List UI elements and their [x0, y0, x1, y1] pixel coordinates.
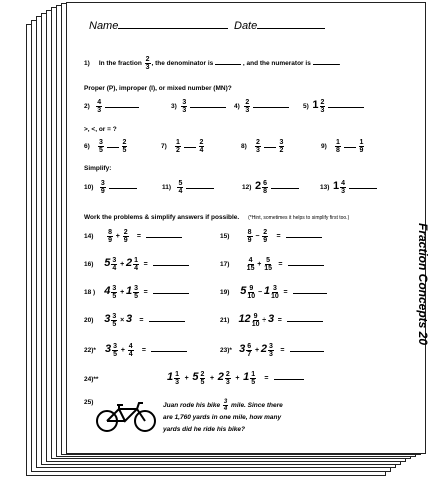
answer-blank[interactable]	[186, 188, 214, 189]
answer-blank[interactable]	[344, 147, 356, 148]
answer-blank[interactable]	[349, 188, 377, 189]
date-field[interactable]	[234, 20, 325, 32]
simplify-heading: Simplify:	[84, 165, 112, 172]
problem-20: 20) 3 $\frac{3}{5}$ × 3 =	[84, 313, 185, 328]
answer-blank[interactable]	[149, 321, 185, 322]
proper-heading: Proper (P), improper (I), or mixed number (MN)?	[84, 85, 232, 92]
answer-blank[interactable]	[293, 293, 327, 294]
problem-24: 1 $\frac{1}{3}$ + 5 $\frac{2}{5}$ + 2 $\frac{2}{3}$ + 1 $\frac{1}{5}$ =	[167, 371, 304, 386]
answer-blank[interactable]	[146, 237, 182, 238]
answer-blank[interactable]	[274, 379, 304, 380]
worksheet-title: Fraction Concepts 20	[416, 222, 430, 346]
problem-15: 15) $\frac{8}{9}$ − $\frac{2}{9}$ =	[220, 229, 322, 244]
problem-19: 19) 5 $\frac{9}{10}$ − 1 $\frac{3}{10}$ =	[220, 285, 327, 300]
problem-24-label: 24)**	[84, 376, 99, 383]
worksheet-page	[66, 2, 430, 454]
answer-blank[interactable]	[107, 147, 119, 148]
answer-blank[interactable]	[109, 188, 137, 189]
simplify-item-10: 10) $\frac{3}{9}$	[84, 180, 137, 195]
answer-blank[interactable]	[286, 237, 322, 238]
date-label: Date	[234, 20, 258, 32]
name-field[interactable]	[89, 20, 228, 32]
answer-blank[interactable]	[288, 265, 324, 266]
answer-blank[interactable]	[184, 147, 196, 148]
problem-25-text: Juan rode his bike $\frac{3}{4}$ mile. Since there are 1,760 yards in one mile, how many yards did he ride his bike?	[163, 399, 283, 434]
answer-blank[interactable]	[153, 293, 189, 294]
answer-blank[interactable]	[290, 351, 324, 352]
compare-heading: >, <, or = ?	[84, 126, 117, 133]
fraction: $\frac{2}{3}$	[145, 56, 150, 71]
simplify-item-12: 12) 2 $\frac{6}{8}$	[242, 180, 299, 195]
proper-item-5: 5) 1 $\frac{2}{3}$	[303, 99, 364, 114]
answer-blank[interactable]	[215, 64, 241, 65]
answer-blank[interactable]	[264, 147, 276, 148]
answer-blank[interactable]	[253, 107, 289, 108]
work-heading: Work the problems & simplify answers if possible. (*Hint, sometimes it helps to simplify first too.)	[84, 214, 350, 221]
compare-item-7: 7) $\frac{1}{2}$ $\frac{2}{4}$	[161, 139, 204, 154]
answer-blank[interactable]	[151, 351, 187, 352]
answer-blank[interactable]	[190, 107, 226, 108]
problem-14: 14) $\frac{8}{9}$ + $\frac{2}{9}$ =	[84, 229, 182, 244]
proper-item-2: 2) $\frac{4}{3}$	[84, 99, 139, 114]
problem-16: 16) 5 $\frac{3}{4}$ + 2 $\frac{1}{4}$ =	[84, 257, 189, 272]
problem-18: 18 ) 4 $\frac{3}{5}$ + 1 $\frac{3}{5}$ =	[84, 285, 189, 300]
answer-blank[interactable]	[287, 321, 323, 322]
question-1: 1) In the fraction $\frac{2}{3}$ , the denominator is , and the numerator is .	[84, 56, 341, 71]
answer-blank[interactable]	[153, 265, 189, 266]
problem-21: 21) 12 $\frac{9}{10}$ ÷ 3 =	[220, 313, 323, 328]
compare-item-6: 6) $\frac{3}{5}$ $\frac{2}{5}$	[84, 139, 127, 154]
answer-blank[interactable]	[313, 64, 339, 65]
simplify-item-11: 11) $\frac{5}{4}$	[162, 180, 214, 195]
problem-17: 17) $\frac{4}{15}$ + $\frac{5}{15}$ =	[220, 257, 324, 272]
proper-item-3: 3) $\frac{3}{3}$	[171, 99, 226, 114]
problem-25-label: 25)	[84, 399, 94, 406]
answer-blank[interactable]	[271, 188, 299, 189]
proper-item-4: 4) $\frac{2}{3}$	[234, 99, 289, 114]
answer-blank[interactable]	[328, 107, 364, 108]
compare-item-9: 9) $\frac{1}{8}$ $\frac{1}{9}$	[321, 139, 364, 154]
answer-blank[interactable]	[105, 107, 139, 108]
problem-22: 22)* 3 $\frac{3}{5}$ + $\frac{4}{4}$ =	[84, 343, 187, 358]
name-label: Name	[89, 20, 119, 32]
bicycle-icon	[95, 399, 157, 433]
problem-23: 23)* 3 $\frac{6}{7}$ + 2 $\frac{3}{3}$ =	[220, 343, 324, 358]
compare-item-8: 8) $\frac{2}{3}$ $\frac{3}{2}$	[241, 139, 284, 154]
simplify-item-13: 13) 1 $\frac{4}{3}$	[320, 180, 377, 195]
